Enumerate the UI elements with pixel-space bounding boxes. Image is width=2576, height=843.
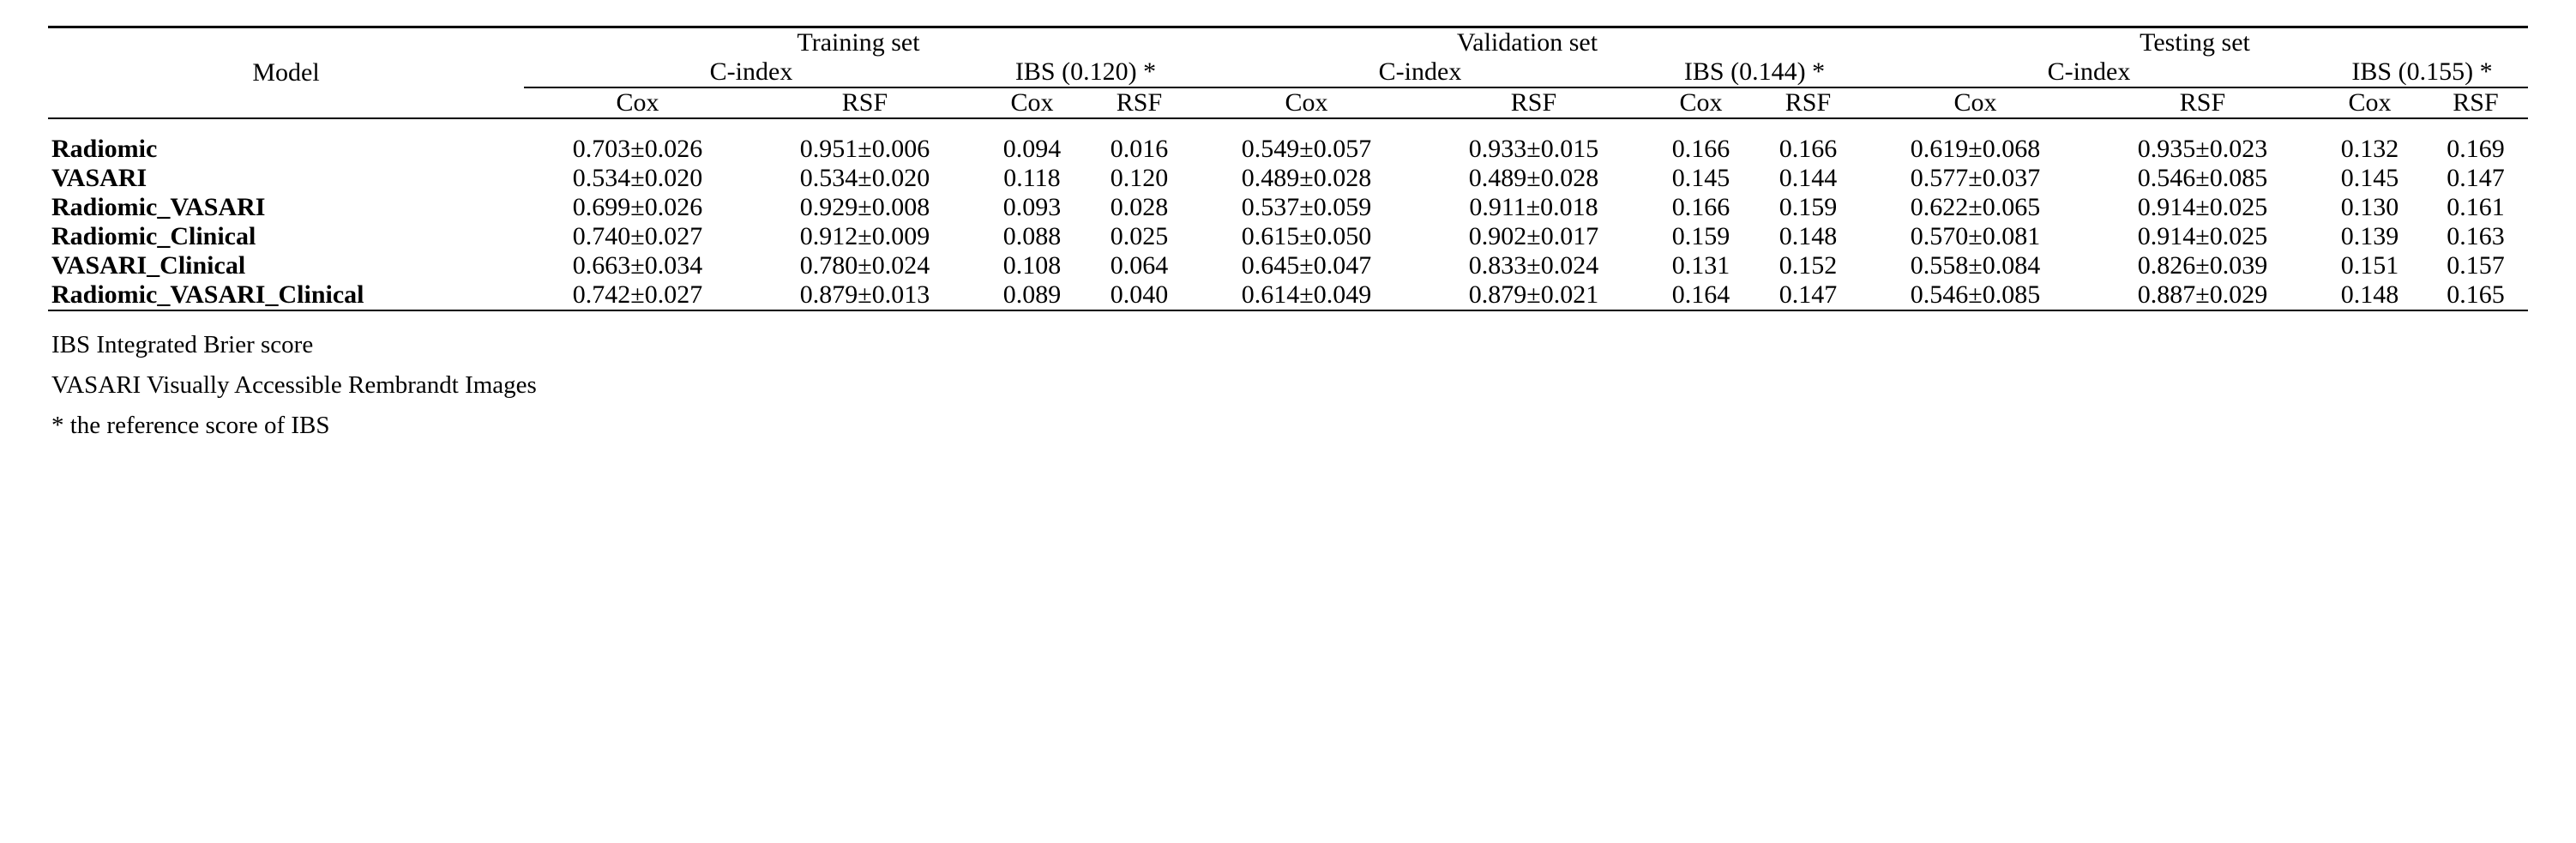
method-header-7: RSF bbox=[1785, 88, 1832, 117]
cell: 0.147 bbox=[1779, 280, 1838, 309]
cell: 0.951±0.006 bbox=[799, 135, 930, 163]
method-header-1: RSF bbox=[841, 88, 888, 117]
cell: 0.929±0.008 bbox=[799, 193, 930, 221]
cell: 0.742±0.027 bbox=[572, 280, 703, 309]
table-head bbox=[48, 27, 2528, 120]
method-header-9: RSF bbox=[2179, 88, 2226, 117]
cell: 0.489±0.028 bbox=[1241, 164, 1372, 192]
cell: 0.130 bbox=[2340, 193, 2399, 221]
cell: 0.139 bbox=[2340, 222, 2399, 250]
cell: 0.166 bbox=[1779, 135, 1838, 163]
method-header-11: RSF bbox=[2453, 88, 2499, 117]
group-header-row bbox=[48, 28, 2528, 57]
table-row bbox=[48, 119, 2528, 164]
table-bottom-rule bbox=[48, 310, 2528, 311]
method-header-4: Cox bbox=[1285, 88, 1328, 117]
cell: 0.159 bbox=[1779, 193, 1838, 221]
row-label-radiomic-vasari-clinical: Radiomic_VASARI_Clinical bbox=[51, 280, 364, 309]
method-header-10: Cox bbox=[2348, 88, 2392, 117]
cell: 0.887±0.029 bbox=[2137, 280, 2268, 309]
footnote-asterisk: * the reference score of IBS bbox=[51, 411, 330, 439]
model-column-header: Model bbox=[252, 57, 320, 87]
cell: 0.016 bbox=[1110, 135, 1169, 163]
cell: 0.064 bbox=[1110, 251, 1169, 280]
cell: 0.089 bbox=[1002, 280, 1062, 309]
cell: 0.148 bbox=[2340, 280, 2399, 309]
cell: 0.108 bbox=[1002, 251, 1062, 280]
cell: 0.879±0.021 bbox=[1468, 280, 1599, 309]
row-label-radiomic-vasari: Radiomic_VASARI bbox=[51, 193, 266, 221]
empty-corner-cell bbox=[48, 28, 524, 57]
table-row bbox=[48, 193, 2528, 222]
cell: 0.911±0.018 bbox=[1469, 193, 1598, 221]
table-body bbox=[48, 119, 2528, 311]
cell: 0.833±0.024 bbox=[1468, 251, 1599, 280]
metric-header-testing-cindex: C-index bbox=[1862, 57, 2316, 87]
results-table bbox=[48, 26, 2528, 311]
footnote-ibs: IBS Integrated Brier score bbox=[51, 331, 314, 358]
footnotes bbox=[48, 325, 2528, 446]
cell: 0.166 bbox=[1671, 193, 1730, 221]
method-header-3: RSF bbox=[1116, 88, 1163, 117]
cell: 0.151 bbox=[2340, 251, 2399, 280]
cell: 0.120 bbox=[1110, 164, 1169, 192]
cell: 0.577±0.037 bbox=[1910, 164, 2041, 192]
cell: 0.152 bbox=[1779, 251, 1838, 280]
cell: 0.165 bbox=[2447, 280, 2505, 309]
cell: 0.118 bbox=[1003, 164, 1061, 192]
cell: 0.094 bbox=[1002, 135, 1062, 163]
metric-header-row bbox=[48, 57, 2528, 87]
table-row bbox=[48, 280, 2528, 310]
group-header-training: Training set bbox=[797, 28, 920, 57]
cell: 0.902±0.017 bbox=[1468, 222, 1599, 250]
cell: 0.879±0.013 bbox=[799, 280, 930, 309]
cell: 0.169 bbox=[2447, 135, 2505, 163]
table-row bbox=[48, 164, 2528, 193]
cell: 0.622±0.065 bbox=[1910, 193, 2041, 221]
cell: 0.780±0.024 bbox=[799, 251, 930, 280]
cell: 0.157 bbox=[2447, 251, 2505, 280]
method-header-6: Cox bbox=[1679, 88, 1723, 117]
metric-header-testing-ibs: IBS (0.155) * bbox=[2316, 57, 2528, 87]
cell: 0.132 bbox=[2340, 135, 2399, 163]
metric-header-validation-cindex: C-index bbox=[1193, 57, 1647, 87]
row-label-vasari-clinical: VASARI_Clinical bbox=[51, 251, 246, 280]
cell: 0.093 bbox=[1002, 193, 1062, 221]
cell: 0.935±0.023 bbox=[2137, 135, 2268, 163]
cell: 0.537±0.059 bbox=[1241, 193, 1372, 221]
cell: 0.534±0.020 bbox=[799, 164, 930, 192]
row-label-vasari: VASARI bbox=[51, 164, 147, 192]
method-header-0: Cox bbox=[616, 88, 659, 117]
cell: 0.489±0.028 bbox=[1468, 164, 1599, 192]
cell: 0.163 bbox=[2447, 222, 2505, 250]
cell: 0.088 bbox=[1002, 222, 1062, 250]
method-header-2: Cox bbox=[1010, 88, 1054, 117]
cell: 0.164 bbox=[1671, 280, 1730, 309]
cell: 0.546±0.085 bbox=[2137, 164, 2268, 192]
cell: 0.558±0.084 bbox=[1910, 251, 2041, 280]
table-row bbox=[48, 222, 2528, 251]
cell: 0.619±0.068 bbox=[1910, 135, 2041, 163]
metric-header-training-ibs: IBS (0.120) * bbox=[978, 57, 1193, 87]
metric-header-validation-ibs: IBS (0.144) * bbox=[1647, 57, 1862, 87]
group-header-testing: Testing set bbox=[2140, 28, 2250, 57]
cell: 0.546±0.085 bbox=[1910, 280, 2041, 309]
cell: 0.703±0.026 bbox=[572, 135, 703, 163]
cell: 0.131 bbox=[1671, 251, 1730, 280]
cell: 0.826±0.039 bbox=[2137, 251, 2268, 280]
row-label-radiomic: Radiomic bbox=[51, 135, 158, 163]
cell: 0.534±0.020 bbox=[572, 164, 703, 192]
metric-header-training-cindex: C-index bbox=[524, 57, 978, 87]
cell: 0.040 bbox=[1110, 280, 1169, 309]
cell: 0.145 bbox=[2340, 164, 2399, 192]
cell: 0.740±0.027 bbox=[572, 222, 703, 250]
row-label-radiomic-clinical: Radiomic_Clinical bbox=[51, 222, 256, 250]
cell: 0.159 bbox=[1671, 222, 1730, 250]
cell: 0.145 bbox=[1671, 164, 1730, 192]
cell: 0.148 bbox=[1779, 222, 1838, 250]
cell: 0.933±0.015 bbox=[1468, 135, 1599, 163]
cell: 0.147 bbox=[2447, 164, 2505, 192]
cell: 0.914±0.025 bbox=[2137, 222, 2268, 250]
cell: 0.645±0.047 bbox=[1241, 251, 1372, 280]
cell: 0.144 bbox=[1779, 164, 1838, 192]
method-header-8: Cox bbox=[1953, 88, 1997, 117]
method-header-row bbox=[48, 87, 2528, 118]
footnote-vasari: VASARI Visually Accessible Rembrandt Images bbox=[51, 370, 537, 399]
cell: 0.614±0.049 bbox=[1241, 280, 1372, 309]
cell: 0.912±0.009 bbox=[799, 222, 930, 250]
cell: 0.161 bbox=[2447, 193, 2505, 221]
cell: 0.570±0.081 bbox=[1910, 222, 2041, 250]
cell: 0.028 bbox=[1110, 193, 1169, 221]
group-header-validation: Validation set bbox=[1456, 28, 1598, 57]
cell: 0.549±0.057 bbox=[1241, 135, 1372, 163]
method-header-5: RSF bbox=[1510, 88, 1557, 117]
cell: 0.166 bbox=[1671, 135, 1730, 163]
cell: 0.699±0.026 bbox=[572, 193, 703, 221]
cell: 0.914±0.025 bbox=[2137, 193, 2268, 221]
method-header-empty bbox=[48, 87, 524, 118]
table-row bbox=[48, 251, 2528, 280]
cell: 0.663±0.034 bbox=[572, 251, 703, 280]
cell: 0.615±0.050 bbox=[1241, 222, 1372, 250]
cell: 0.025 bbox=[1110, 222, 1169, 250]
